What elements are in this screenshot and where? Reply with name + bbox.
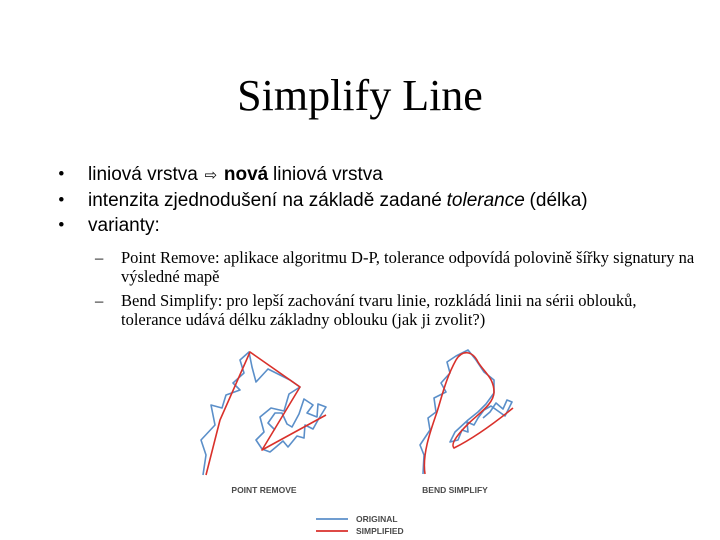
bullet-text-post: (délka) xyxy=(529,190,588,211)
bullet-text: varianty: xyxy=(88,215,160,236)
right-arrow-icon: ⇨ xyxy=(204,166,218,184)
sub-bullet-text: Point Remove: aplikace algoritmu D-P, tolerance odpovídá polovině šířky signatury na výsledné mapě xyxy=(121,248,695,286)
bullet-marker: • xyxy=(58,215,65,236)
bullet-text-bold: nová xyxy=(223,164,269,185)
bullet-text-post: liniová vrstva xyxy=(273,164,383,185)
bend-simplify-simplified-line xyxy=(424,353,513,474)
bullet-marker: • xyxy=(58,190,65,211)
bend-simplify-original-line xyxy=(420,350,512,474)
bullet-marker: • xyxy=(58,164,65,185)
sub-bullet-text: Bend Simplify: pro lepší zachování tvaru linie, rozkládá linii na sérii oblouků, tolerance udává délku základny oblouku (jak ji zvolit?) xyxy=(121,291,637,329)
point-remove-label: POINT REMOVE xyxy=(231,485,297,495)
bullet-text-pre: liniová vrstva xyxy=(88,164,198,185)
bend-simplify-label: BEND SIMPLIFY xyxy=(422,485,488,495)
slide-title: Simplify Line xyxy=(237,71,483,120)
legend-original-label: ORIGINAL xyxy=(356,514,398,524)
bullet-text-italic: tolerance xyxy=(446,190,525,211)
sub-bullet-marker: – xyxy=(95,291,104,310)
sub-bullet-marker: – xyxy=(95,248,104,267)
legend-simplified-label: SIMPLIFIED xyxy=(356,526,404,536)
bullet-text-pre: intenzita zjednodušení na základě zadané xyxy=(88,190,442,211)
point-remove-original-line xyxy=(201,352,326,475)
